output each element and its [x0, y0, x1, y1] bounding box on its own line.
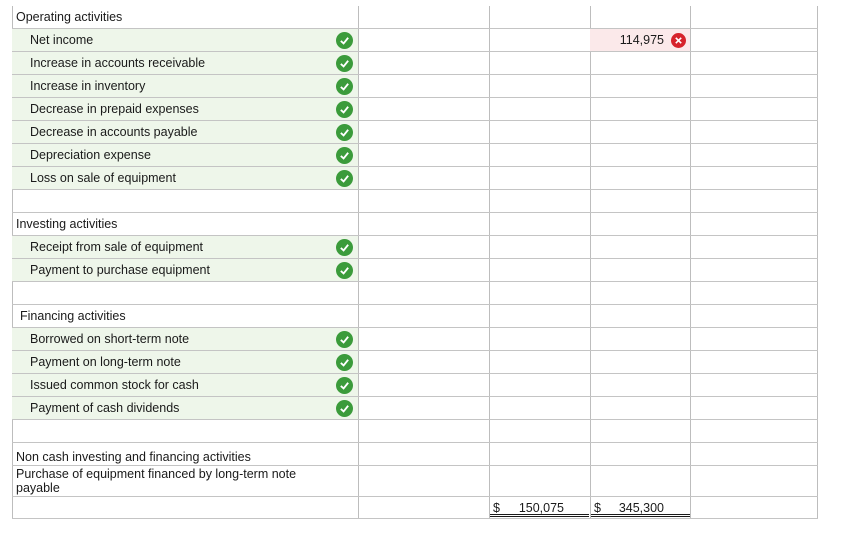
net-income-input-cell[interactable] [590, 29, 690, 51]
row-label[interactable]: Payment of cash dividends [12, 397, 358, 419]
total-value-col4: 345,300 [618, 500, 664, 515]
operating-header: Operating activities [16, 10, 123, 24]
table-row[interactable] [12, 144, 818, 167]
row-label[interactable]: Issued common stock for cash [12, 374, 358, 396]
incorrect-x-icon [671, 33, 686, 48]
row-label[interactable]: Increase in accounts receivable [12, 52, 358, 74]
net-income-value[interactable]: 114,975 [619, 33, 664, 47]
row-label[interactable]: Decrease in prepaid expenses [12, 98, 358, 120]
totals-row [12, 497, 818, 519]
table-row[interactable] [12, 75, 818, 98]
table-row[interactable] [12, 351, 818, 374]
row-label[interactable]: Decrease in accounts payable [12, 121, 358, 143]
check-icon [336, 262, 353, 279]
investing-total-row[interactable] [12, 282, 818, 305]
check-icon [336, 78, 353, 95]
check-icon [336, 377, 353, 394]
table-row[interactable] [12, 98, 818, 121]
table-row[interactable] [12, 121, 818, 144]
financing-total-row[interactable] [12, 420, 818, 443]
financing-header-row [12, 305, 818, 328]
double-underline [490, 514, 589, 517]
row-label[interactable]: Payment to purchase equipment [12, 259, 358, 281]
currency-symbol: $ [594, 500, 601, 515]
check-icon [336, 32, 353, 49]
table-row[interactable] [12, 397, 818, 420]
table-row[interactable] [12, 374, 818, 397]
operating-header-row [12, 6, 818, 29]
check-icon [336, 331, 353, 348]
operating-total-row[interactable] [12, 190, 818, 213]
row-label[interactable]: Net income [12, 29, 358, 51]
total-value-col3: 150,075 [518, 500, 564, 515]
row-label[interactable]: Receipt from sale of equipment [12, 236, 358, 258]
investing-header: Investing activities [16, 217, 118, 231]
table-row[interactable] [12, 29, 818, 52]
check-icon [336, 124, 353, 141]
row-label[interactable]: Loss on sale of equipment [12, 167, 358, 189]
noncash-item-row[interactable] [12, 466, 818, 497]
check-icon [336, 55, 353, 72]
check-icon [336, 239, 353, 256]
currency-symbol: $ [493, 500, 500, 515]
table-row[interactable] [12, 52, 818, 75]
financing-header: Financing activities [20, 309, 126, 323]
noncash-header: Non cash investing and financing activities [16, 450, 251, 464]
check-icon [336, 147, 353, 164]
check-icon [336, 400, 353, 417]
noncash-header-row [12, 443, 818, 466]
table-row[interactable] [12, 167, 818, 190]
investing-header-row [12, 213, 818, 236]
row-label[interactable]: Borrowed on short-term note [12, 328, 358, 350]
table-row[interactable] [12, 259, 818, 282]
row-label[interactable]: Increase in inventory [12, 75, 358, 97]
table-row[interactable] [12, 328, 818, 351]
check-icon [336, 170, 353, 187]
table-row[interactable] [12, 236, 818, 259]
row-label[interactable]: Depreciation expense [12, 144, 358, 166]
check-icon [336, 101, 353, 118]
double-underline [591, 514, 690, 517]
noncash-item-label[interactable]: Purchase of equipment financed by long-term note payable [16, 467, 297, 495]
row-label[interactable]: Payment on long-term note [12, 351, 358, 373]
check-icon [336, 354, 353, 371]
